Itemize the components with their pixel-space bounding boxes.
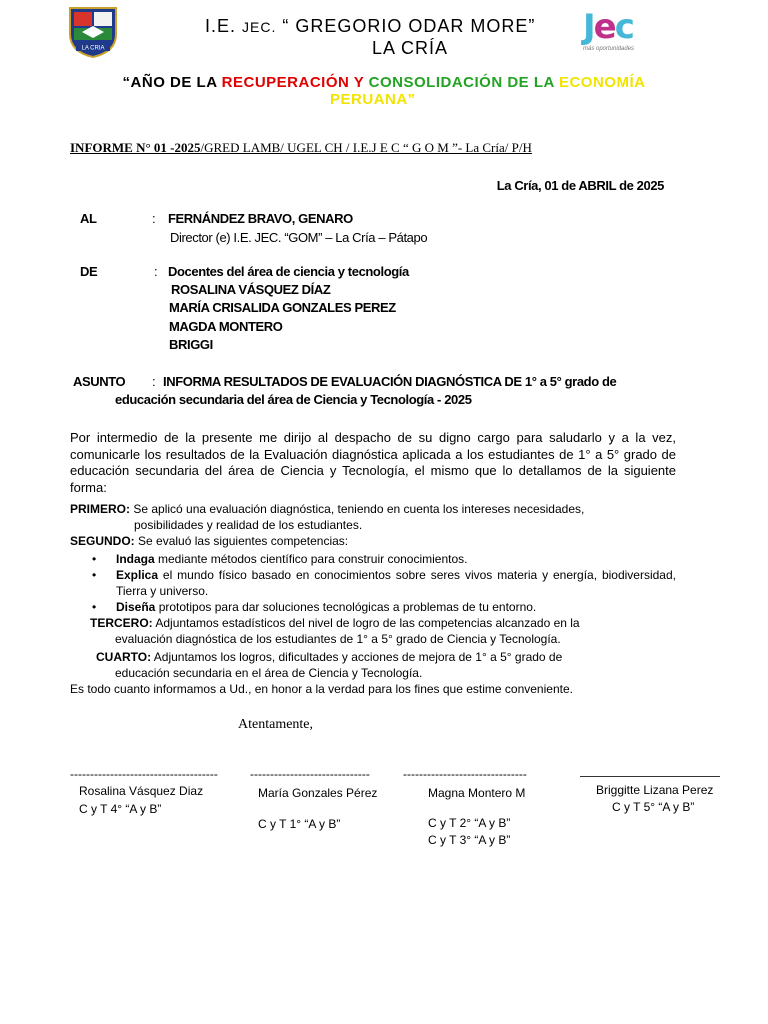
tercero-paragraph: TERCERO: Adjuntamos estadísticos del nivel de logro de las competencias alcanzado en la <box>90 616 580 630</box>
signature-line <box>580 776 720 777</box>
year-motto-cont: PERUANA” <box>330 91 416 108</box>
al-name: FERNÁNDEZ BRAVO, GENARO <box>168 211 353 226</box>
signature-line: ------------------------------------- <box>70 767 218 781</box>
atentamente: Atentamente, <box>238 717 314 732</box>
al-label: AL <box>80 211 97 226</box>
cuarto-paragraph: CUARTO: Adjuntamos los logros, dificultades y acciones de mejora de 1° a 5° grado de <box>96 650 563 664</box>
asunto-colon: : <box>152 374 156 389</box>
document-date: La Cría, 01 de ABRIL de 2025 <box>496 178 664 193</box>
asunto-line1: INFORMA RESULTADOS DE EVALUACIÓN DIAGNÓSTICA DE 1° a 5° grado de <box>163 374 617 389</box>
bullet-icon: • <box>92 568 97 582</box>
de-name: MARÍA CRISALIDA GONZALES PEREZ <box>169 300 396 315</box>
signature-line: ------------------------------- <box>403 767 527 781</box>
bullet-icon: • <box>92 552 97 566</box>
school-name: I.E. JEC. “ GREGORIO ODAR MORE” <box>205 16 536 36</box>
intro-paragraph: Por intermedio de la presente me dirijo al despacho de su digno cargo para saludarlo y a la vez, comunicarle los resultados de la Evaluación diagnóstica aplicada a los estudiantes de 1° a 5° grado de educación secundaria del área de Ciencia y Tecnología, el mismo que lo detallamos de la siguiente forma: <box>70 430 676 495</box>
signature-grade: C y T 3° “A y B” <box>428 833 511 847</box>
svg-text:LA CRIA: LA CRIA <box>81 45 105 52</box>
de-colon: : <box>154 264 158 279</box>
jec-tagline: más oportunidades <box>583 46 635 52</box>
closing-text: Es todo cuanto informamos a Ud., en honor a la verdad para los fines que estime conveniente. <box>70 682 573 696</box>
asunto-label: ASUNTO <box>73 374 126 389</box>
al-role: Director (e) I.E. JEC. “GOM” – La Cría – Pátapo <box>170 230 428 245</box>
signature-grade: C y T 2° “A y B” <box>428 816 511 830</box>
signature-line: ------------------------------ <box>250 767 370 781</box>
primero-cont: posibilidades y realidad de los estudiantes. <box>134 518 363 532</box>
school-logo <box>68 6 118 58</box>
de-label: DE <box>80 264 98 279</box>
year-motto: “AÑO DE LA RECUPERACIÓN Y CONSOLIDACIÓN DE LA ECONOMÍA <box>122 74 646 91</box>
de-name: ROSALINA VÁSQUEZ DÍAZ <box>171 282 331 297</box>
signature-name: Briggitte Lizana Perez <box>596 783 714 797</box>
de-name: MAGDA MONTERO <box>169 319 283 334</box>
competency-list-item: • Indaga mediante métodos científico para construir conocimientos. <box>92 552 468 566</box>
signature-grade: C y T 4° “A y B” <box>79 802 162 816</box>
tercero-cont: evaluación diagnóstica de los estudiantes de 1° a 5° grado de Ciencia y Tecnología. <box>115 632 561 646</box>
competency-list-item: • Diseña prototipos para dar soluciones tecnológicas a problemas de tu entorno. <box>92 600 537 614</box>
school-place: LA CRÍA <box>372 38 449 58</box>
segundo-paragraph: SEGUNDO: Se evaluó las siguientes competencias: <box>70 534 349 548</box>
cuarto-cont: educación secundaria en el área de Ciencia y Tecnología. <box>115 666 423 680</box>
informe-number: INFORME N° 01 -2025/GRED LAMB/ UGEL CH / I.E.J E C “ G O M ”- La Cría/ P/H <box>70 140 532 155</box>
jec-logo: Jec más oportunidades <box>583 7 635 52</box>
de-title: Docentes del área de ciencia y tecnología <box>168 264 409 279</box>
asunto-line2: educación secundaria del área de Ciencia y Tecnología - 2025 <box>115 392 472 407</box>
bullet-icon: • <box>92 600 97 614</box>
signature-name: Rosalina Vásquez Diaz <box>79 784 204 798</box>
signature-name: María Gonzales Pérez <box>258 786 378 800</box>
signature-grade: C y T 5° “A y B” <box>612 800 695 814</box>
signature-name: Magna Montero M <box>428 786 526 800</box>
competency-list-item: • Explica el mundo físico basado en conocimientos sobre seres vivos materia y energía, biodiversidad, Tierra y universo. <box>92 568 676 598</box>
signature-grade: C y T 1° “A y B” <box>258 817 341 831</box>
de-name: BRIGGI <box>169 337 213 352</box>
primero-paragraph: PRIMERO: Se aplicó una evaluación diagnóstica, teniendo en cuenta los intereses necesidades, <box>70 502 585 516</box>
al-colon: : <box>152 211 156 226</box>
